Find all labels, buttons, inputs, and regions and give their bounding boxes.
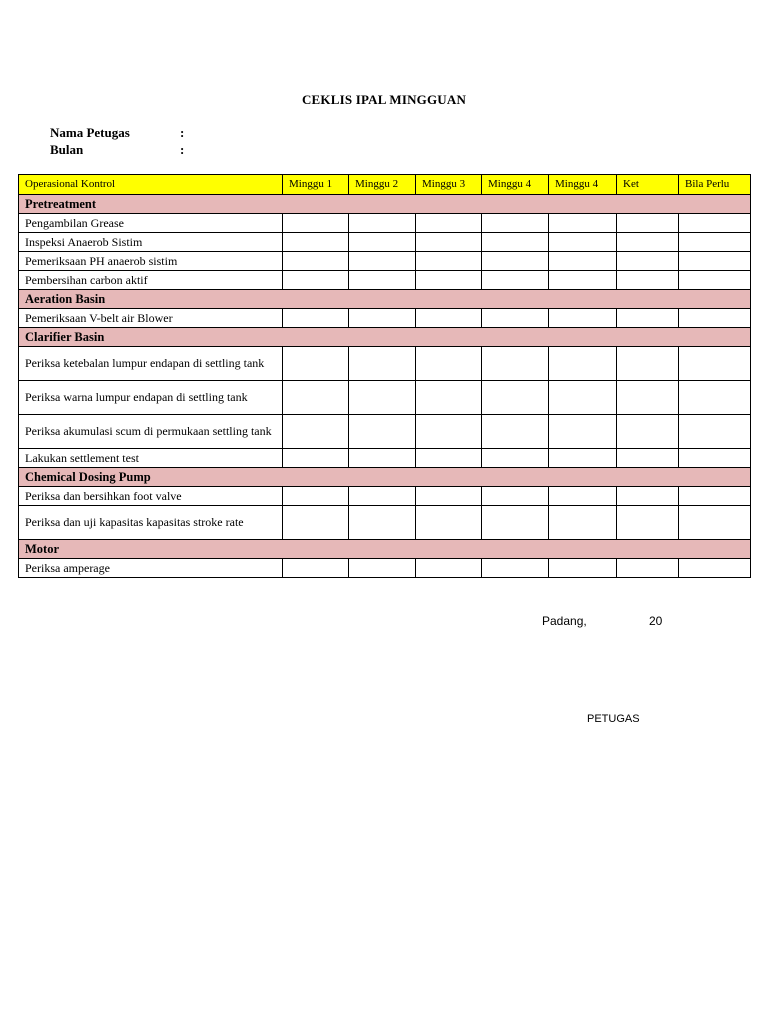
check-cell[interactable] bbox=[549, 449, 617, 468]
check-cell[interactable] bbox=[482, 347, 549, 381]
table-row bbox=[19, 309, 751, 328]
check-cell[interactable] bbox=[617, 347, 679, 381]
check-cell[interactable] bbox=[679, 347, 751, 381]
month-field bbox=[50, 142, 184, 158]
check-cell[interactable] bbox=[549, 415, 617, 449]
task-label: Lakukan settlement test bbox=[19, 449, 283, 468]
table-row bbox=[19, 487, 751, 506]
check-cell[interactable] bbox=[617, 415, 679, 449]
check-cell[interactable] bbox=[349, 347, 416, 381]
check-cell[interactable] bbox=[416, 449, 482, 468]
column-header: Bila Perlu bbox=[679, 175, 751, 195]
check-cell[interactable] bbox=[482, 415, 549, 449]
check-cell[interactable] bbox=[416, 309, 482, 328]
checklist-table bbox=[18, 174, 751, 578]
check-cell[interactable] bbox=[349, 559, 416, 578]
check-cell[interactable] bbox=[679, 214, 751, 233]
check-cell[interactable] bbox=[482, 487, 549, 506]
task-label: Inspeksi Anaerob Sistim bbox=[19, 233, 283, 252]
check-cell[interactable] bbox=[283, 309, 349, 328]
check-cell[interactable] bbox=[679, 252, 751, 271]
officer-name-label: Nama Petugas bbox=[50, 125, 130, 140]
section-title: Chemical Dosing Pump bbox=[19, 468, 751, 487]
signature-year: 20 bbox=[649, 614, 663, 628]
check-cell[interactable] bbox=[416, 214, 482, 233]
section-row bbox=[19, 328, 751, 347]
table-row bbox=[19, 449, 751, 468]
check-cell[interactable] bbox=[549, 214, 617, 233]
check-cell[interactable] bbox=[617, 309, 679, 328]
column-header: Ket bbox=[617, 175, 679, 195]
task-label: Periksa dan bersihkan foot valve bbox=[19, 487, 283, 506]
check-cell[interactable] bbox=[482, 252, 549, 271]
table-row bbox=[19, 559, 751, 578]
column-header: Minggu 2 bbox=[349, 175, 416, 195]
column-header: Operasional Kontrol bbox=[19, 175, 283, 195]
check-cell[interactable] bbox=[482, 309, 549, 328]
check-cell[interactable] bbox=[549, 559, 617, 578]
column-header: Minggu 3 bbox=[416, 175, 482, 195]
check-cell[interactable] bbox=[416, 347, 482, 381]
check-cell[interactable] bbox=[349, 252, 416, 271]
officer-name-separator: : bbox=[180, 125, 185, 140]
check-cell[interactable] bbox=[283, 449, 349, 468]
check-cell[interactable] bbox=[349, 381, 416, 415]
check-cell[interactable] bbox=[679, 271, 751, 290]
task-label: Periksa warna lumpur endapan di settling tank bbox=[19, 381, 283, 415]
table-row bbox=[19, 214, 751, 233]
check-cell[interactable] bbox=[283, 415, 349, 449]
check-cell[interactable] bbox=[283, 487, 349, 506]
check-cell[interactable] bbox=[482, 559, 549, 578]
check-cell[interactable] bbox=[283, 381, 349, 415]
check-cell[interactable] bbox=[283, 271, 349, 290]
check-cell[interactable] bbox=[679, 233, 751, 252]
column-header: Minggu 4 bbox=[549, 175, 617, 195]
check-cell[interactable] bbox=[679, 309, 751, 328]
column-header: Minggu 1 bbox=[283, 175, 349, 195]
check-cell[interactable] bbox=[549, 487, 617, 506]
check-cell[interactable] bbox=[617, 271, 679, 290]
task-label: Pemeriksaan V-belt air Blower bbox=[19, 309, 283, 328]
table-header-row bbox=[19, 175, 751, 195]
check-cell[interactable] bbox=[679, 381, 751, 415]
check-cell[interactable] bbox=[416, 233, 482, 252]
check-cell[interactable] bbox=[617, 252, 679, 271]
task-label: Pengambilan Grease bbox=[19, 214, 283, 233]
check-cell[interactable] bbox=[416, 252, 482, 271]
check-cell[interactable] bbox=[349, 309, 416, 328]
check-cell[interactable] bbox=[482, 449, 549, 468]
check-cell[interactable] bbox=[349, 487, 416, 506]
table-row bbox=[19, 252, 751, 271]
table-row bbox=[19, 415, 751, 449]
check-cell[interactable] bbox=[349, 449, 416, 468]
check-cell[interactable] bbox=[349, 233, 416, 252]
check-cell[interactable] bbox=[549, 233, 617, 252]
check-cell[interactable] bbox=[617, 559, 679, 578]
check-cell[interactable] bbox=[617, 233, 679, 252]
task-label: Periksa akumulasi scum di permukaan settling tank bbox=[19, 415, 283, 449]
check-cell[interactable] bbox=[617, 449, 679, 468]
table-row bbox=[19, 506, 751, 540]
check-cell[interactable] bbox=[416, 487, 482, 506]
section-title: Pretreatment bbox=[19, 195, 751, 214]
check-cell[interactable] bbox=[283, 506, 349, 540]
table-row bbox=[19, 347, 751, 381]
section-row bbox=[19, 540, 751, 559]
section-row bbox=[19, 290, 751, 309]
column-header: Minggu 4 bbox=[482, 175, 549, 195]
check-cell[interactable] bbox=[617, 381, 679, 415]
check-cell[interactable] bbox=[617, 214, 679, 233]
check-cell[interactable] bbox=[283, 252, 349, 271]
check-cell[interactable] bbox=[549, 506, 617, 540]
task-label: Periksa dan uji kapasitas kapasitas stroke rate bbox=[19, 506, 283, 540]
check-cell[interactable] bbox=[416, 506, 482, 540]
check-cell[interactable] bbox=[283, 347, 349, 381]
month-separator: : bbox=[180, 142, 185, 157]
section-row bbox=[19, 195, 751, 214]
table-row bbox=[19, 381, 751, 415]
check-cell[interactable] bbox=[679, 487, 751, 506]
check-cell[interactable] bbox=[549, 271, 617, 290]
check-cell[interactable] bbox=[549, 309, 617, 328]
table-row bbox=[19, 271, 751, 290]
check-cell[interactable] bbox=[617, 506, 679, 540]
check-cell[interactable] bbox=[482, 506, 549, 540]
section-title: Motor bbox=[19, 540, 751, 559]
section-row bbox=[19, 468, 751, 487]
section-title: Aeration Basin bbox=[19, 290, 751, 309]
check-cell[interactable] bbox=[416, 415, 482, 449]
check-cell[interactable] bbox=[349, 415, 416, 449]
check-cell[interactable] bbox=[482, 381, 549, 415]
month-label: Bulan bbox=[50, 142, 84, 157]
table-row bbox=[19, 233, 751, 252]
check-cell[interactable] bbox=[349, 506, 416, 540]
check-cell[interactable] bbox=[283, 214, 349, 233]
check-cell[interactable] bbox=[617, 487, 679, 506]
task-label: Periksa amperage bbox=[19, 559, 283, 578]
check-cell[interactable] bbox=[416, 271, 482, 290]
signature-officer-label: PETUGAS bbox=[587, 713, 640, 725]
check-cell[interactable] bbox=[349, 214, 416, 233]
page-title: CEKLIS IPAL MINGGUAN bbox=[301, 92, 467, 107]
task-label: Pembersihan carbon aktif bbox=[19, 271, 283, 290]
check-cell[interactable] bbox=[679, 449, 751, 468]
check-cell[interactable] bbox=[679, 559, 751, 578]
check-cell[interactable] bbox=[416, 381, 482, 415]
check-cell[interactable] bbox=[482, 214, 549, 233]
check-cell[interactable] bbox=[283, 233, 349, 252]
check-cell[interactable] bbox=[549, 381, 617, 415]
task-label: Pemeriksaan PH anaerob sistim bbox=[19, 252, 283, 271]
signature-place: Padang, bbox=[542, 614, 587, 628]
check-cell[interactable] bbox=[482, 271, 549, 290]
check-cell[interactable] bbox=[349, 271, 416, 290]
check-cell[interactable] bbox=[482, 233, 549, 252]
check-cell[interactable] bbox=[549, 252, 617, 271]
check-cell[interactable] bbox=[416, 559, 482, 578]
check-cell[interactable] bbox=[679, 415, 751, 449]
section-title: Clarifier Basin bbox=[19, 328, 751, 347]
task-label: Periksa ketebalan lumpur endapan di settling tank bbox=[19, 347, 283, 381]
check-cell[interactable] bbox=[283, 559, 349, 578]
check-cell[interactable] bbox=[549, 347, 617, 381]
officer-name-field bbox=[50, 125, 184, 141]
check-cell[interactable] bbox=[679, 506, 751, 540]
